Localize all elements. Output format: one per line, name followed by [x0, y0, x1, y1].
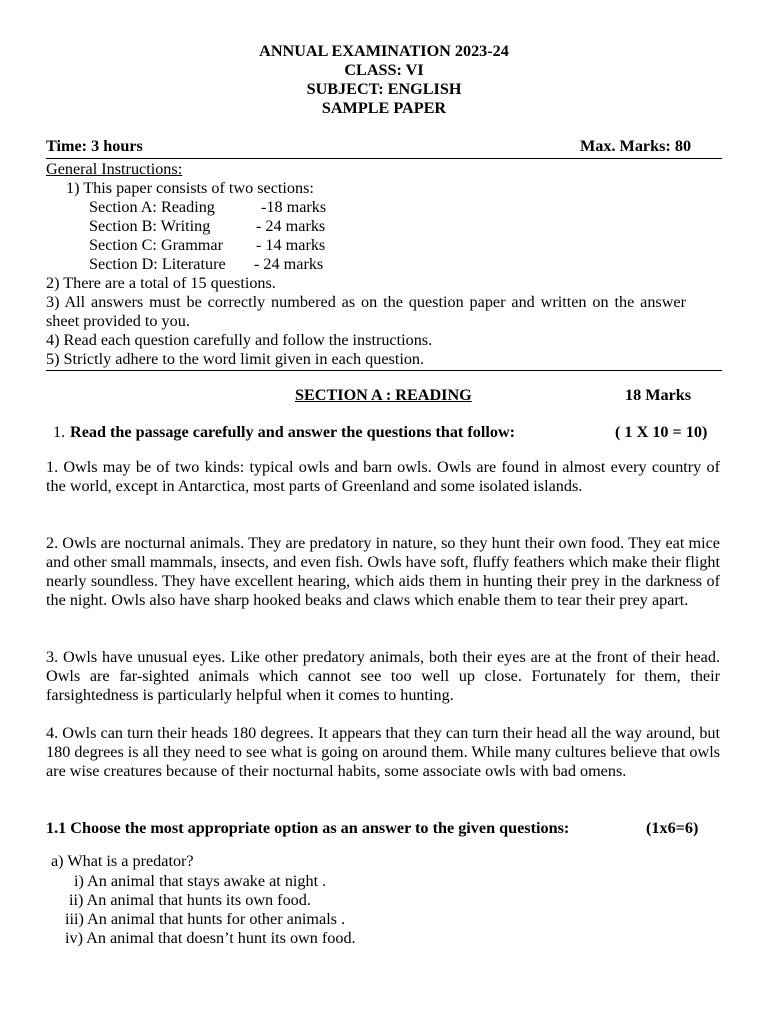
class-line: CLASS: VI — [344, 61, 424, 79]
q1-number: 1. — [53, 423, 66, 441]
instruction-3: 3) All answers must be correctly numbered as on the question paper and written on the answer sheet provided to you. — [46, 293, 686, 330]
section-c-marks: - 14 marks — [256, 236, 326, 254]
time-label: Time: 3 hours — [46, 137, 143, 155]
question-a: a) What is a predator? — [51, 852, 194, 870]
instructions-heading: General Instructions: — [46, 160, 183, 178]
option-ii: ii) An animal that hunts its own food. — [69, 891, 311, 909]
instruction-4: 4) Read each question carefully and follow the instructions. — [46, 331, 433, 349]
section-c-name: Section C: Grammar — [89, 236, 223, 254]
divider-top — [46, 158, 722, 159]
instruction-2: 2) There are a total of 15 questions. — [46, 274, 276, 292]
section-a-total-marks: 18 Marks — [625, 386, 692, 404]
divider-bottom — [46, 370, 722, 371]
section-d-marks: - 24 marks — [254, 255, 324, 273]
instruction-5: 5) Strictly adhere to the word limit given in each question. — [46, 350, 425, 368]
section-d-name: Section D: Literature — [89, 255, 226, 273]
option-i: i) An animal that stays awake at night . — [74, 872, 327, 890]
passage-paragraph-4: 4. Owls can turn their heads 180 degrees. It appears that they can turn their head all the way around, but 180 degrees is all they need to see what is going on around them. While many cultures believe that owls are wise creatures because of their nocturnal habits, some associate owls with bad omens. — [46, 724, 721, 780]
section-b-name: Section B: Writing — [89, 217, 211, 235]
section-a-name: Section A: Reading — [89, 198, 215, 216]
passage-paragraph-3: 3. Owls have unusual eyes. Like other predatory animals, both their eyes are at the front of their head. Owls are far-sighted animals which cannot see too well up close. Fortunately for them, their farsightedness is particularly helpful when it comes to hunting. — [46, 648, 720, 704]
q1-1-instruction: 1.1 Choose the most appropriate option as an answer to the given questions: — [46, 819, 570, 837]
section-a-marks: -18 marks — [261, 198, 327, 216]
q1-instruction: Read the passage carefully and answer the questions that follow: — [70, 423, 516, 441]
passage-paragraph-1: 1. Owls may be of two kinds: typical owls and barn owls. Owls are found in almost every country of the world, except in Antarctica, most parts of Greenland and some isolated islands. — [46, 458, 720, 495]
option-iii: iii) An animal that hunts for other animals . — [65, 910, 346, 928]
section-a-title: SECTION A : READING — [295, 386, 472, 404]
subject-line: SUBJECT: ENGLISH — [306, 80, 462, 98]
max-marks-label: Max. Marks: 80 — [580, 137, 692, 155]
exam-title: ANNUAL EXAMINATION 2023-24 — [259, 42, 509, 60]
section-b-marks: - 24 marks — [256, 217, 326, 235]
option-iv: iv) An animal that doesn’t hunt its own food. — [65, 929, 356, 947]
q1-marks: ( 1 X 10 = 10) — [615, 423, 708, 441]
sample-paper-line: SAMPLE PAPER — [321, 99, 447, 117]
q1-1-marks: (1x6=6) — [646, 819, 699, 837]
passage-paragraph-2: 2. Owls are nocturnal animals. They are predatory in nature, so they hunt their own food. They eat mice and other small mammals, insects, and even fish. Owls have soft, fluffy feathers which make their flight nearly soundless. They have excellent hearing, which aids them in hunting their prey in the darkness of the night. Owls also have sharp hooked beaks and claws which enable them to tear their prey apart. — [46, 534, 721, 609]
instruction-1: 1) This paper consists of two sections: — [66, 179, 314, 197]
